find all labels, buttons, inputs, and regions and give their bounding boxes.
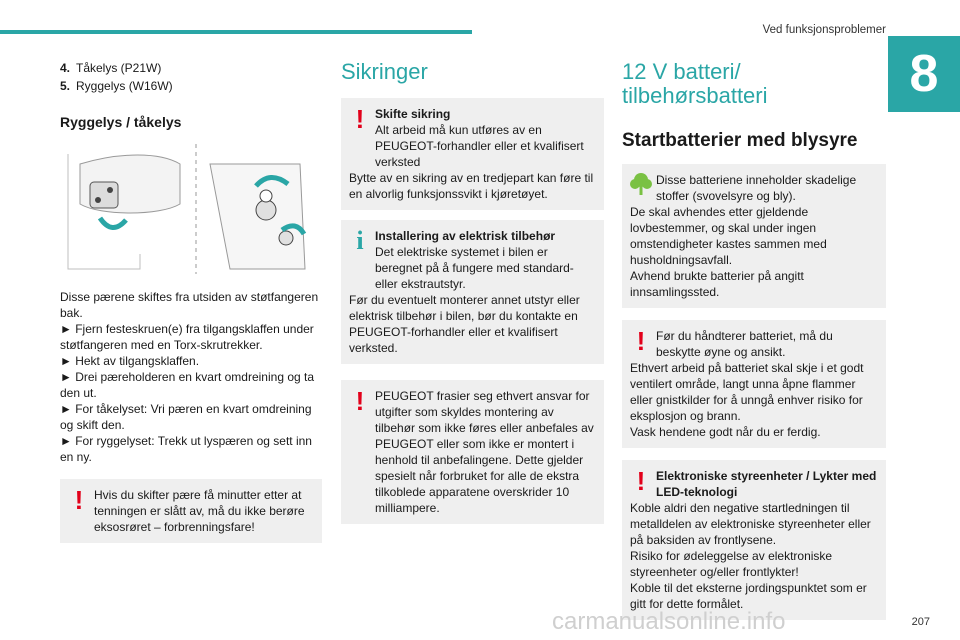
box-line: Vask hendene godt når du er ferdig. [630, 425, 821, 439]
environment-box [622, 164, 886, 308]
header-accent-bar [0, 30, 472, 34]
box-title: Installering av elektrisk tilbehør [375, 229, 556, 243]
warning-box-liability [341, 380, 604, 524]
box-title: Elektroniske styreenheter / Lykter med LED-teknologi [656, 469, 877, 499]
item-text: Tåkelys (P21W) [76, 61, 162, 75]
box-line: Ethvert arbeid på batteriet skal skje i et godt ventilert område, langt unna åpne flammer eller gnistkilder for å unngå enhver risiko for eksplosjon og brann. [630, 361, 864, 423]
page-number: 207 [911, 616, 930, 628]
item-number: 4. [60, 61, 71, 75]
warning-icon: ! [636, 466, 646, 496]
box-line: Det elektriske systemet i bilen er beregnet på å fungere med standard- eller ekstrautstyr. [375, 245, 574, 291]
warning-box-electronics [622, 460, 886, 620]
info-box-accessories [341, 220, 604, 364]
warning-icon: ! [355, 386, 365, 416]
step: ► Drei pæreholderen en kvart omdreining og ta den ut. [60, 370, 315, 400]
box-line: Koble aldri den negative startledningen til metalldelen av elektroniske styreenheter eller på baksiden av frontlysene. [630, 501, 871, 547]
box-line: Før du håndterer batteriet, må du beskytte øyne og ansikt. [656, 329, 833, 359]
item-number: 5. [60, 79, 71, 93]
instructions [60, 289, 322, 465]
info-icon: i [356, 226, 364, 255]
warning-box-exhaust [60, 479, 322, 543]
step: ► For tåkelyset: Vri pæren en kvart omdreining og skift den. [60, 402, 312, 432]
heading-reverse-fog-lights: Ryggelys / tåkelys [60, 114, 182, 130]
box-title: Skifte sikring [375, 107, 451, 121]
paragraph: Disse pærene skiftes fra utsiden av støtfangeren bak. [60, 290, 319, 320]
list-item [60, 60, 322, 76]
step: ► Fjern festeskruen(e) fra tilgangsklaffen under støtfangeren med en Torx-skrutrekker. [60, 322, 314, 352]
box-line: Alt arbeid må kun utføres av en PEUGEOT-forhandler eller et kvalifisert verksted [375, 123, 584, 169]
box-line: Risiko for ødeleggelse av elektroniske styreenheter og/eller frontlykter! [630, 549, 833, 579]
subtitle-lead-acid: Startbatterier med blysyre [622, 130, 858, 151]
box-line: Disse batteriene inneholder skadelige stoffer (svovelsyre og bly). [656, 173, 857, 203]
box-line: Koble til det eksterne jordingspunktet som er gitt for dette formålet. [630, 581, 867, 611]
step: ► Hekt av tilgangsklaffen. [60, 354, 200, 368]
title-fuses: Sikringer [341, 59, 428, 84]
list-item [60, 78, 322, 94]
warning-icon: ! [355, 104, 365, 134]
column-fuses [341, 60, 604, 524]
warning-box-change-fuse [341, 98, 604, 210]
chapter-badge: 8 [888, 36, 960, 112]
warning-text: Hvis du skifter pære få minutter etter at tenningen er slått av, må du ikke berøre eksosrøret – forbrenningsfare! [94, 488, 305, 534]
warning-icon: ! [74, 485, 84, 515]
box-line: Bytte av en sikring av en tredjepart kan føre til en alvorlig funksjonssvikt i kjøretøyet. [349, 171, 594, 201]
box-line: Før du eventuelt monterer annet utstyr eller elektrisk tilbehør i bilen, bør du kontakte en PEUGEOT-forhandler eller et kvalifisert verksted. [349, 293, 580, 355]
box-line: Avhend brukte batterier på angitt innsamlingssted. [630, 269, 804, 299]
tree-icon [630, 172, 652, 198]
bumper-illustration [60, 144, 322, 274]
section-title: Ved funksjonsproblemer [762, 24, 886, 36]
item-text: Ryggelys (W16W) [76, 79, 173, 93]
column-bulbs [60, 60, 322, 543]
watermark: carmanualsonline.info [552, 608, 786, 635]
box-line: De skal avhendes etter gjeldende lovbestemmer, og skal under ingen omstendigheter kastes sammen med husholdningsavfall. [630, 205, 827, 267]
warning-box-handling [622, 320, 886, 448]
box-text: PEUGEOT frasier seg ethvert ansvar for utgifter som skyldes montering av tilbehør som ikke føres eller anbefales av PEUGEOT eller som ikke er montert i henhold til anbefalingene. Dette gjelder spesielt når forbruket for alle de ekstra tilkoblede apparatene overskrider 10 milliampere. [375, 389, 594, 515]
warning-icon: ! [636, 326, 646, 356]
column-battery [622, 60, 886, 620]
step: ► For ryggelyset: Trekk ut lyspæren og sett inn en ny. [60, 434, 312, 464]
title-battery: 12 V batteri/ tilbehørsbatteri [622, 59, 768, 108]
